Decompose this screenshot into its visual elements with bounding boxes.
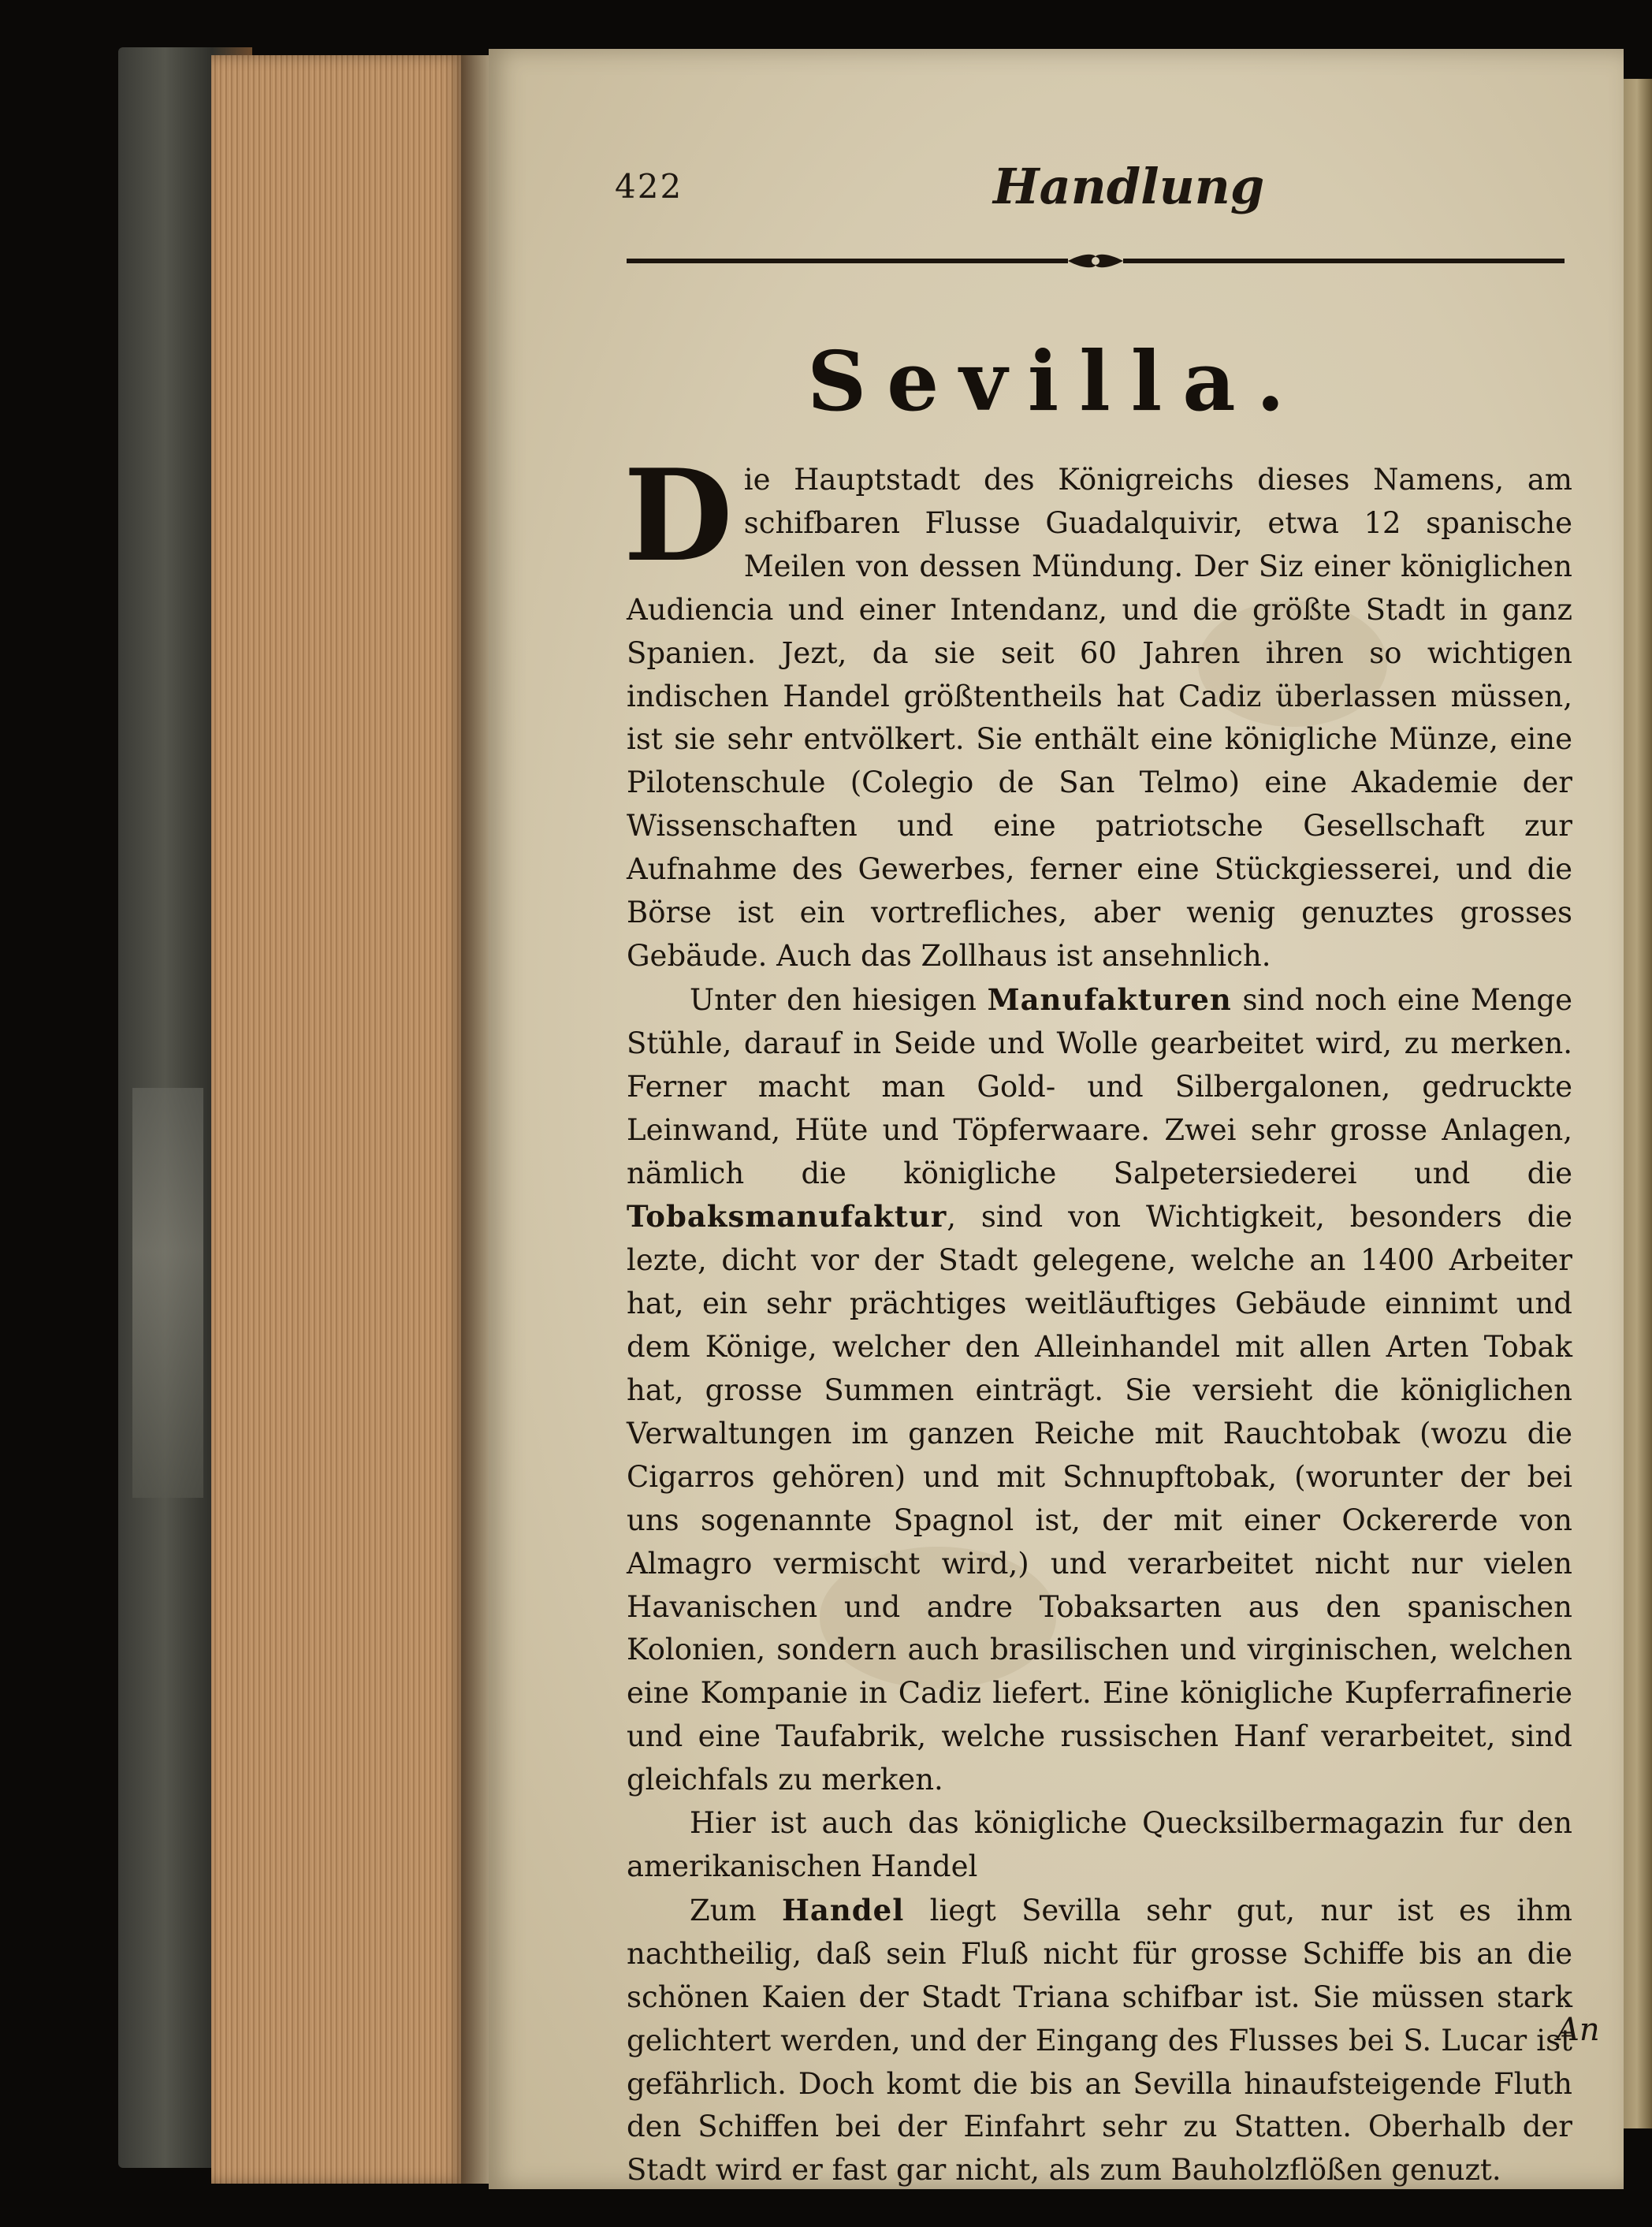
paragraph-1-text: ie Hauptstadt des Königreichs dieses Namens, am schifbaren Flusse Guadalquivir, etwa 12 spanische Meilen von dessen Mündung. Der Siz einer königlichen Audiencia und einer Intendanz, und die größte Stadt in ganz Spanien. Jezt, da sie seit 60 Jahren ihren so wichtigen indischen Handel größtentheils hat Cadiz überlassen müssen, ist sie sehr entvölkert. Sie enthält eine königliche Münze, eine Pilotenschule (Colegio de San Telmo) eine Akademie der Wissenschaften und eine patriotsche Gesellschaft zur Aufnahme des Gewerbes, ferner eine Stückgiesserei, und die Börse ist ein vortrefliches, aber wenig genuztes grosses Gebäude. Auch das Zollhaus ist ansehnlich. [627, 463, 1572, 973]
drop-cap: D [623, 441, 733, 590]
emphasis-handel: Handel [781, 1892, 905, 1927]
emphasis-tobaksmanufaktur: Tobaksmanufaktur [627, 1199, 947, 1235]
chapter-title: Sevilla. [807, 333, 1305, 430]
body-text [623, 441, 1573, 2189]
paragraph-4 [627, 1889, 1572, 2189]
paragraph-4-text: Zum [690, 1893, 782, 1927]
paragraph-3: Hier ist auch das königliche Quecksilbermagazin fur den amerikanischen Handel [627, 1806, 1572, 1883]
paragraph-2-text: Unter den hiesigen [690, 982, 988, 1017]
paragraph-2 [627, 978, 1572, 1802]
paragraph-2-text: , sind von Wichtigkeit, besonders die lezte, dicht vor der Stadt gelegene, welche an 1400 Arbeiter hat, ein sehr prächtiges weitläuftiges Gebäude einnimt und dem Könige, welcher den Alleinhandel mit allen Arten Tobak hat, grosse Summen einträgt. Sie versieht die königlichen Verwaltungen im ganzen Reiche mit Rauchtobak (wozu die Cigarros gehören) und mit Schnupftobak, (worunter der bei uns sogenannte Spagnol ist, der mit einer Ockererde von Almagro vermischt wird,) und verarbeitet nicht nur vielen Havanischen und andre Tobaksarten aus den spanischen Kolonien, sondern auch brasilischen und virginischen, welchen eine Kompanie in Cadiz liefert. Eine königliche Kupferrafinerie und eine Taufabrik, welche russischen Hanf verarbeitet, sind gleichfals zu merken. [627, 1200, 1572, 1797]
paragraph-2-text: sind noch eine Menge Stühle, darauf in Seide und Wolle gearbeitet wird, zu merken. Ferner macht man Gold- und Silbergalonen, gedruckte Leinwand, Hüte und Töpferwaare. Zwei sehr grosse Anlagen, nämlich die königliche Salpetersiederei und die [627, 982, 1573, 1190]
emphasis-manufakturen: Manufakturen [987, 981, 1232, 1017]
book-page [489, 49, 1624, 2189]
page-number: 422 [615, 167, 683, 206]
ornamental-rule [627, 252, 1565, 270]
cover-wear-patch [132, 1088, 203, 1498]
page-block-edges [211, 55, 463, 2184]
catchword: An [1557, 2012, 1600, 2048]
running-head: Handlung [993, 158, 1265, 215]
paragraph-4-text: liegt Sevilla sehr gut, nur ist es ihm nachtheilig, daß sein Fluß nicht für grosse Schiffe bis an die schönen Kaien der Stadt Triana schifbar ist. Sie müssen stark gelichtert werden, und der Eingang des Flusses bei S. Lucar ist gefährlich. Doch komt die bis an Sevilla hinaufsteigende Fluth den Schiffen bei der Einfahrt sehr zu Statten. Oberhalb der Stadt wird er fast gar nicht, als zum Bauholzflößen genuzt. [627, 1893, 1572, 2188]
paragraph-1 [623, 441, 1572, 978]
